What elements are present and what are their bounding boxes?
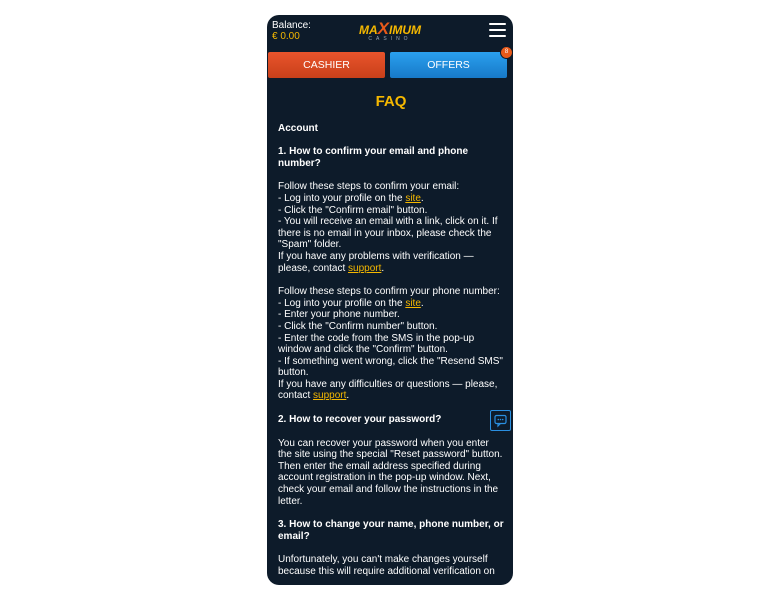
logo-right: IMUM [389, 23, 421, 37]
balance-label: Balance: [272, 20, 311, 31]
email-step-1: - Log into your profile on the site. [278, 192, 424, 204]
site-link[interactable]: site [405, 297, 421, 309]
phone-help: If you have any difficulties or questions — please, contact support. [278, 378, 498, 402]
logo-left: MA [358, 23, 378, 37]
logo-x: X [377, 19, 389, 38]
chat-bubble-icon[interactable] [490, 410, 511, 431]
offers-button[interactable]: OFFERS [390, 52, 507, 78]
support-link[interactable]: support [348, 262, 382, 274]
section-heading-account: Account [278, 122, 318, 134]
faq-answer-1-email [278, 181, 504, 274]
support-link[interactable]: support [313, 390, 347, 402]
email-step-3: - You will receive an email with a link, click on it. If there is no email in your inbox, please check the "Spam" folder. [278, 216, 498, 251]
phone-step-4: - Enter the code from the SMS in the pop-up window and click the "Confirm" button. [278, 332, 475, 356]
email-help: If you have any problems with verification — please, contact support. [278, 250, 474, 274]
casino-logo[interactable] [351, 16, 429, 46]
faq-answer-2: You can recover your password when you enter the site using the special "Reset password" button. Then enter the email address specified during account registration in the pop-up window. Next, check your email and follow the instructions in the letter. [278, 437, 503, 507]
faq-answer-3: Unfortunately, you can't make changes yourself because this will require additional verification on [278, 554, 495, 577]
balance-value: € 0.00 [272, 31, 300, 42]
phone-frame [267, 15, 513, 585]
hamburger-menu-icon[interactable] [489, 23, 506, 38]
logo-subtitle: CASINO [368, 36, 412, 42]
phone-step-5: - If something went wrong, click the "Resend SMS" button. [278, 355, 503, 379]
offers-badge: 8 [500, 46, 513, 59]
faq-question-3: 3. How to change your name, phone number, or email? [278, 519, 504, 542]
faq-answer-1-phone [278, 286, 504, 402]
faq-question-1: 1. How to confirm your email and phone number? [278, 146, 469, 169]
email-intro: Follow these steps to confirm your email: [278, 181, 460, 193]
phone-intro: Follow these steps to confirm your phone number: [278, 286, 500, 298]
top-bar [267, 15, 513, 49]
faq-content [278, 83, 504, 585]
page-title: FAQ [375, 93, 407, 110]
phone-step-1: - Log into your profile on the site. [278, 297, 424, 309]
site-link[interactable]: site [405, 192, 421, 204]
phone-step-2: - Enter your phone number. [278, 309, 400, 321]
phone-step-3: - Click the "Confirm number" button. [278, 320, 438, 332]
faq-question-2: 2. How to recover your password? [278, 414, 442, 426]
cashier-button[interactable]: CASHIER [268, 52, 385, 78]
email-step-2: - Click the "Confirm email" button. [278, 204, 428, 216]
